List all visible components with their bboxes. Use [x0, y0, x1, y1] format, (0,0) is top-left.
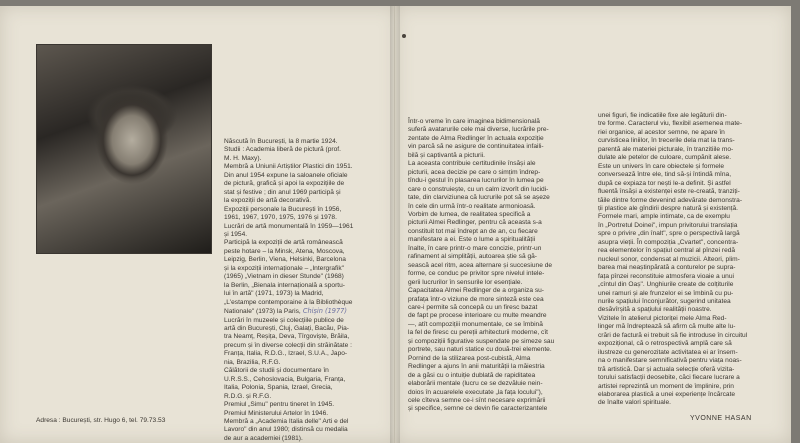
text-line: Capacitatea Almei Redlinger de a organiza su-: [408, 287, 544, 295]
text-line: parentă ale materiei picturale, în tranzitiile mo-: [598, 145, 734, 153]
text-line: în „Portretul Doinei", impun privitorului translația: [598, 221, 738, 229]
text-line: na o manifestare semnificativă pentru viața noas-: [598, 357, 742, 365]
text-line: în cele din urmă într-o realitate armonioasă.: [408, 202, 536, 210]
text-line: care-i permite să concepă cu un firesc bazat: [408, 303, 538, 311]
text-line: Expoziții personale la București în 1956,: [224, 205, 342, 213]
text-line: curvisticea liniilor, în trecerile dela mat la trans-: [598, 137, 735, 145]
text-line: forme, ce conduc pe privitor spre nivelul intele-: [408, 270, 545, 278]
text-line: precum și în diverse colecții din străinătate :: [224, 341, 352, 349]
text-line: „cîntul din Oaș". Unghiurile create de colțiturile: [598, 281, 734, 289]
text-line: Membră a Uniunii Artiștilor Plastici din 1951.: [224, 163, 353, 171]
text-line: la fel de firesc cu pereții arhitecturii moderne, cît: [408, 329, 548, 337]
text-line: ții plastice ale gîndirii despre natură și existență.: [598, 204, 739, 212]
text-line: înalte, în care printr-o mare concizie, printr-un: [408, 244, 542, 252]
address-line: Adresa : București, str. Hugo 6, tel. 79.73.53: [36, 417, 166, 424]
text-line: Premiul Ministerului Artelor în 1946.: [224, 409, 329, 417]
text-line: Premiul „Simu" pentru tineret în 1945.: [224, 401, 335, 409]
text-line: Participă la expoziții de artă românească: [224, 239, 343, 247]
text-line: Studii : Academia liberă de pictură (prof.: [224, 146, 341, 154]
text-line: (1965) „Vietnam in dieser Stunde" (1968): [224, 273, 344, 281]
text-line: Italia, Polonia, Spania, Izrael, Grecia,: [224, 384, 333, 392]
text-line: prafața într-o viziune de more sinteză este cea: [408, 295, 544, 303]
text-line: la expoziții de artă decorativă.: [224, 197, 312, 205]
text-line: peste hotare – la Minsk, Atena, Moscova,: [224, 247, 345, 255]
author-signature: YVONNE HASAN: [690, 415, 752, 422]
text-line: picturii Almei Redlinger, pentru că aceasta s-a: [408, 219, 542, 227]
text-line: și la expoziții internaționale – „Intergrafik": [224, 264, 344, 272]
text-line: „L'estampe contemporaine à la Bibliothèque: [224, 298, 353, 306]
text-line: Lavoro" din anul 1980; distinsă cu medalia: [224, 426, 348, 434]
text-line: de fapt pe procese interioare cu multe meandre: [408, 312, 547, 320]
text-line: nurile spațiului înconjurător, sugerind unitatea: [598, 297, 731, 305]
text-line: tră artistică. Dar și actuala selecție oferă vizita-: [598, 365, 735, 373]
text-line: și specifice, semne ce devin fie caracterizantele: [408, 405, 548, 413]
text-line: desăvîrșită a spațiului realității noastre.: [598, 306, 712, 314]
text-line: de a găsi cu o intuiție dublată de rapiditatea: [408, 371, 536, 379]
text-line: tîndu-i gestul în plasarea lucrurilor în lumea pe: [408, 177, 544, 185]
essay-column-2: [598, 112, 778, 408]
text-line: la Berlin, „Bienala internațională a sportu-: [224, 281, 345, 289]
text-line: Franța, Italia, R.D.G., Izrael, S.U.A., Japo-: [224, 350, 348, 358]
text-line: Este un univers în care obiectele și formele: [598, 162, 725, 170]
text-line: Călătorii de studii și documentare în: [224, 367, 329, 375]
text-line: ilustreze cu generozitate activitatea ei ar însem-: [598, 348, 738, 356]
text-line: vin parcă să ne asigure de continuitatea infaili-: [408, 143, 544, 151]
text-line: linger mă îndreptează să afirm că multe alte lu-: [598, 323, 736, 331]
text-line: manifestare a ei. Este o lume a spiritualității: [408, 236, 536, 244]
text-line: Redlinger a ajuns în anii maturității la măiestria: [408, 363, 545, 371]
text-line: barea mai neaștinpărată a conturelor pe supra-: [598, 264, 736, 272]
text-line: elaborării mentale (lucru ce se dezvăluie nein-: [408, 380, 543, 388]
page-gutter: [390, 6, 400, 443]
text-line: expozițional, că o retrospectivă amplă care să: [598, 340, 732, 348]
text-line: constituit tot mai îndrept an de an, cu fiecare: [408, 227, 538, 235]
text-line: fluentă însăși a existenței este re-creată, tranziți-: [598, 188, 740, 196]
text-line: unei ramuri și ale frunzelor ei se îmbină cu pu-: [598, 289, 734, 297]
text-line: Pornind de la stilizarea post-cubistă, Alma: [408, 354, 531, 362]
text-line: suferă avatarurile cele mai diverse, lucrările pre-: [408, 126, 549, 134]
text-line: zentate de Alma Redlinger în actuala expoziție: [408, 134, 544, 142]
text-line: artă din București, Cluj, Galați, Bacău, Pia-: [224, 324, 349, 332]
text-line: de pictură, grafică și apoi la expozițiile de: [224, 180, 345, 188]
text-line: doios în acuarelele executate „la fața locului"),: [408, 388, 543, 396]
text-line: Formele mari, ample intimate, ca de exemplu: [598, 213, 730, 221]
text-line: torului satisfacții deosebite, căci fiecare lucrare a: [598, 374, 740, 382]
text-line: și 1954.: [224, 230, 248, 238]
text-line: crări de factură ei trebuit să fie introduse în circuitul: [598, 331, 748, 339]
text-line: La aceasta contribuie certitudinile însăși ale: [408, 160, 536, 168]
text-line: tăile dintre forme devenind adevărate demonstra-: [598, 196, 743, 204]
text-line: conversează între ele, tind să-și întindă mîna,: [598, 171, 732, 179]
text-line: și compozițiii figurative suspendate pe simeze sau: [408, 337, 555, 345]
text-line: spre o privire „din înalt", spre o perspectivă largă: [598, 230, 740, 238]
text-line: R.D.G. și R.F.G.: [224, 392, 272, 400]
text-line: artistei reprezintă un moment de împlinire, prin: [598, 382, 734, 390]
text-line: Născută în București, la 8 martie 1924.: [224, 138, 338, 145]
text-line: elaborarea plastică a unei experiențe încărcate: [598, 390, 736, 398]
text-line: U.R.S.S., Cehoslovacia, Bulgaria, Franța,: [224, 375, 346, 383]
text-line: gerii lucrurilor în sensurile lor esențiale.: [408, 278, 523, 286]
text-line: picturii, acea decizie pe care o simțim îndrep-: [408, 168, 541, 176]
text-line: portrete, sau naturi statice cu două-trei elemente.: [408, 346, 552, 354]
text-line: de înalte valori spirituale.: [598, 399, 671, 407]
portrait-figure: [77, 55, 187, 253]
text-line: lui în artă" (1971, 1973) la Madrid,: [224, 290, 324, 298]
text-line: după ce expiaza tor nești le-a definit. Și astfel: [598, 179, 731, 187]
text-line: sească acel ritm, acea alternare și succesiune de: [408, 261, 553, 269]
text-line: tre forme. Caracterul viu, flexibil asemenea mate-: [598, 120, 743, 128]
text-line: Vizitele în atelierul pictoriței mele Alma Red-: [598, 314, 727, 322]
text-line: cele cîteva semne ce-i sînt necesare exprimării: [408, 396, 546, 404]
text-line: stat și festive ; din anul 1969 participă și: [224, 188, 341, 196]
text-line: Lucrări în muzeele și colecțiile publice de: [224, 316, 344, 324]
essay-column-1: [408, 118, 594, 414]
text-line: tate, din clarviziunea că lucrurile pot să se așeze: [408, 194, 550, 202]
text-line: rafinament al simplității, autoarea știe să gă-: [408, 253, 538, 261]
text-line: riei organice, al acestor semne, ne apare în: [598, 128, 725, 136]
text-line: nia, Brazilia, R.F.G.: [224, 358, 281, 366]
text-line: 1961, 1967, 1970, 1975, 1976 și 1978.: [224, 214, 337, 222]
text-line: Într-o vreme în care imaginea bidimensională: [408, 118, 540, 125]
handwritten-annotation: Chișin (1977): [300, 307, 347, 316]
text-line: unei figuri, fie indicatiile fixe ale legăturii din-: [598, 112, 727, 119]
text-line: rea elementelor în spațiul central al pînzei redă: [598, 247, 736, 255]
text-line: de aur a academiei (1981).: [224, 434, 303, 442]
text-line: Membră a „Academia Italia delle" Arti e del: [224, 417, 349, 425]
text-line: care o construiește, cu un calm izvorît din lucidi-: [408, 185, 549, 193]
text-line: Vorbim de lumea, de realitatea specifică a: [408, 210, 531, 218]
text-line: —, atît compozițiii monumentale, ce se îmbină: [408, 320, 543, 328]
text-line: dulate ale petelor de culoare, cumpănit alese.: [598, 154, 732, 162]
text-line: bilă și captivantă a picturii.: [408, 151, 485, 159]
text-line: asupra vieții. În compoziția „Cvartet", concentra-: [598, 238, 739, 246]
text-line: Din anul 1954 expune la saloanele oficiale: [224, 171, 348, 179]
text-line: M. H. Maxy).: [224, 154, 262, 162]
text-line: Lucrări de artă monumentală în 1959—1961: [224, 222, 354, 230]
text-line: Nationale" (1973) la Paris, Chișin (1977): [224, 307, 347, 316]
text-line: fața pînzei reconstituie atmosfera vioaie a unui: [598, 272, 734, 280]
page-hole: [402, 34, 406, 38]
text-line: Leipzig, Berlin, Viena, Helsinki, Barcelona: [224, 256, 346, 264]
text-line: nucleul sonor, condensat al muzicii. Alteori, plim-: [598, 255, 740, 263]
text-line: tra Neamț, Reșița, Deva, Tîrgoviște, Brăila,: [224, 333, 350, 341]
artist-portrait-photo: [36, 44, 212, 254]
artist-biography: [224, 138, 384, 443]
